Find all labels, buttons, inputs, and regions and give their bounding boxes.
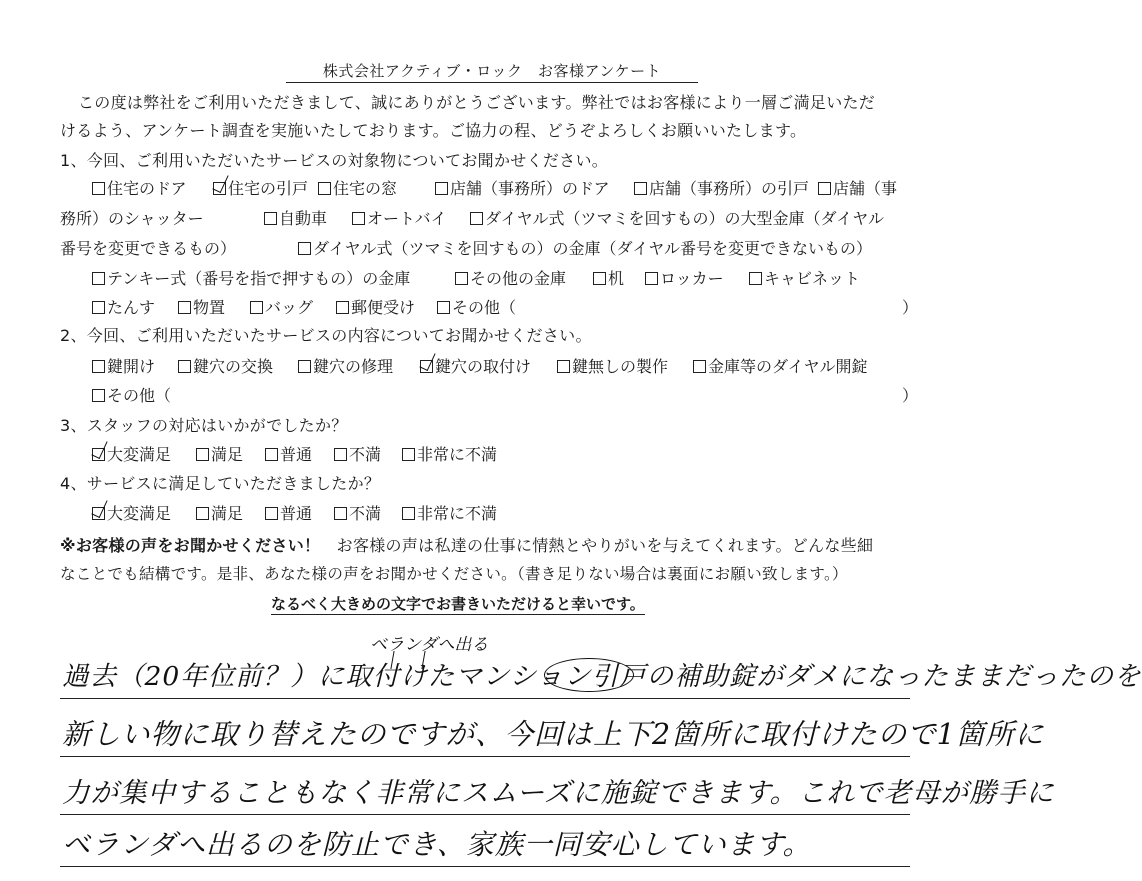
voice-line-1 [60, 535, 873, 557]
q1-option-other-safe[interactable]: その他の金庫 [455, 268, 566, 290]
q1-option-house-window[interactable]: 住宅の窓 [318, 178, 397, 200]
q1-option-bag[interactable]: バッグ [250, 297, 313, 319]
q1-option-motorbike[interactable]: オートバイ [352, 208, 447, 230]
checkbox[interactable] [196, 448, 209, 461]
checkbox[interactable] [250, 301, 263, 314]
checkbox[interactable] [645, 272, 658, 285]
q1-option-shop-shutter[interactable]: 店舗（事 [818, 178, 897, 200]
q4-option-satisfied[interactable]: 満足 [196, 503, 243, 525]
checkbox[interactable] [818, 182, 831, 195]
voice-line-2: なことでも結構です。是非、あなた様の声をお聞かせください。（書き足りない場合は裏面にお願い致します。） [60, 565, 848, 583]
checkbox[interactable] [265, 448, 278, 461]
writing-rule-1 [60, 698, 910, 699]
q3-question: 3、スタッフの対応はいかがでしたか？ [60, 416, 348, 435]
checkbox[interactable] [196, 507, 209, 520]
q3-option-very-satisfied[interactable]: 大変満足 [92, 444, 171, 466]
q1-option-shop-sliding-door[interactable]: 店舗（事務所）の引戸 [634, 178, 809, 200]
checkbox-checked[interactable] [92, 448, 105, 461]
checkbox[interactable] [334, 507, 347, 520]
checkbox[interactable] [352, 212, 365, 225]
q2-option-lock-repair[interactable]: 鍵穴の修理 [298, 356, 393, 378]
voice-line-1-rest: お客様の声は私達の仕事に情熱とやりがいを与えてくれます。どんな些細 [320, 536, 874, 555]
checkbox[interactable] [470, 212, 483, 225]
q1-option-house-sliding-door[interactable]: 住宅の引戸 [213, 178, 308, 200]
handwritten-line-4: ベランダへ出るのを防止でき、家族一同安心しています。 [62, 828, 812, 861]
checkbox[interactable] [593, 272, 606, 285]
checkbox[interactable] [437, 301, 450, 314]
handwritten-insert: ベランダへ出る [370, 635, 489, 655]
survey-title: 株式会社アクティブ・ロック お客様アンケート [286, 60, 698, 83]
checkbox[interactable] [92, 182, 105, 195]
voice-lead: ※お客様の声をお聞かせください！ [60, 536, 321, 555]
q1-option-keypad-safe[interactable]: テンキー式（番号を指で押すもの）の金庫 [92, 268, 410, 290]
checkbox[interactable] [318, 182, 331, 195]
q3-option-dissatisfied[interactable]: 不満 [334, 444, 381, 466]
writing-rule-2 [60, 756, 910, 757]
q1-option-cabinet[interactable]: キャビネット [749, 268, 860, 290]
q1-option-mailbox[interactable]: 郵便受け [336, 297, 415, 319]
q1-option-other[interactable]: その他（ [437, 297, 516, 319]
q2-option-other[interactable]: その他（ [92, 385, 171, 407]
q1-option-desk[interactable]: 机 [593, 268, 624, 290]
writing-rule-4 [60, 866, 910, 867]
checkbox[interactable] [402, 507, 415, 520]
q1-question: 1、今回、ご利用いただいたサービスの対象物についてお聞かせください。 [60, 151, 609, 170]
q4-option-very-satisfied[interactable]: 大変満足 [92, 503, 171, 525]
q4-option-very-dissatisfied[interactable]: 非常に不満 [402, 503, 497, 525]
handwritten-line-1: 過去（20年位前？）に取付けたマンション引戸の補助錠がダメになったままだったのを [62, 661, 1142, 692]
q1-option-large-dial-safe[interactable]: ダイヤル式（ツマミを回すもの）の大型金庫（ダイヤル [470, 208, 884, 230]
checkbox[interactable] [264, 212, 277, 225]
q1-option-shop-door[interactable]: 店舗（事務所）のドア [435, 178, 610, 200]
checkbox[interactable] [92, 389, 105, 402]
voice-note: なるべく大きめの文字でお書きいただけると幸いです。 [271, 595, 645, 613]
q4-question: 4、サービスに満足していただきましたか？ [60, 474, 381, 493]
q2-question: 2、今回、ご利用いただいたサービスの内容についてお聞かせください。 [60, 326, 592, 345]
checkbox[interactable] [435, 182, 448, 195]
q3-option-neutral[interactable]: 普通 [265, 444, 312, 466]
checkbox[interactable] [178, 301, 191, 314]
q2-option-keyless-make[interactable]: 鍵無しの製作 [557, 356, 668, 378]
q1-option-shop-shutter-cont: 務所）のシャッター [60, 209, 204, 228]
checkbox[interactable] [455, 272, 468, 285]
q1-option-dial-safe[interactable]: ダイヤル式（ツマミを回すもの）の金庫（ダイヤル番号を変更できないもの） [298, 238, 872, 260]
checkbox[interactable] [402, 448, 415, 461]
checkbox-checked[interactable] [92, 507, 105, 520]
checkbox[interactable] [298, 360, 311, 373]
q1-option-car[interactable]: 自動車 [264, 208, 327, 230]
checkbox[interactable] [336, 301, 349, 314]
intro-line-1: この度は弊社をご利用いただきまして、誠にありがとうございます。弊社ではお客様により一層ご満足いただ [78, 93, 876, 112]
q1-option-locker[interactable]: ロッカー [645, 268, 724, 290]
handwritten-line-3: 力が集中することもなく非常にスムーズに施錠できます。これで老母が勝手に [62, 777, 1055, 809]
q2-option-lock-replace[interactable]: 鍵穴の交換 [178, 356, 273, 378]
q4-option-dissatisfied[interactable]: 不満 [334, 503, 381, 525]
q2-option-unlock[interactable]: 鍵開け [92, 356, 155, 378]
checkbox[interactable] [557, 360, 570, 373]
checkbox[interactable] [634, 182, 647, 195]
q1-option-house-door[interactable]: 住宅のドア [92, 178, 187, 200]
checkbox-checked[interactable] [420, 360, 433, 373]
q2-option-safe-dial-unlock[interactable]: 金庫等のダイヤル開錠 [693, 356, 868, 378]
checkbox[interactable] [334, 448, 347, 461]
checkbox-checked[interactable] [213, 182, 226, 195]
intro-line-2: けるよう、アンケート調査を実施いたしております。ご協力の程、どうぞよろしくお願いいたします。 [60, 121, 807, 140]
q1-other-close-paren: ） [902, 298, 919, 317]
checkbox[interactable] [265, 507, 278, 520]
q1-option-large-dial-safe-cont: 番号を変更できるもの） [60, 239, 237, 258]
q4-option-neutral[interactable]: 普通 [265, 503, 312, 525]
checkbox[interactable] [178, 360, 191, 373]
checkbox[interactable] [693, 360, 706, 373]
q3-option-very-dissatisfied[interactable]: 非常に不満 [402, 444, 497, 466]
checkbox[interactable] [298, 242, 311, 255]
checkbox[interactable] [92, 301, 105, 314]
q2-option-lock-install[interactable]: 鍵穴の取付け [420, 356, 531, 378]
q2-other-close-paren: ） [902, 386, 919, 405]
checkbox[interactable] [92, 360, 105, 373]
checkbox[interactable] [92, 272, 105, 285]
q3-option-satisfied[interactable]: 満足 [196, 444, 243, 466]
q1-option-storage-shed[interactable]: 物置 [178, 297, 225, 319]
checkbox[interactable] [749, 272, 762, 285]
q1-option-chest[interactable]: たんす [92, 297, 155, 319]
handwritten-line-2: 新しい物に取り替えたのですが、今回は上下2箇所に取付けたので1箇所に [62, 718, 1045, 751]
writing-rule-3 [60, 814, 910, 815]
